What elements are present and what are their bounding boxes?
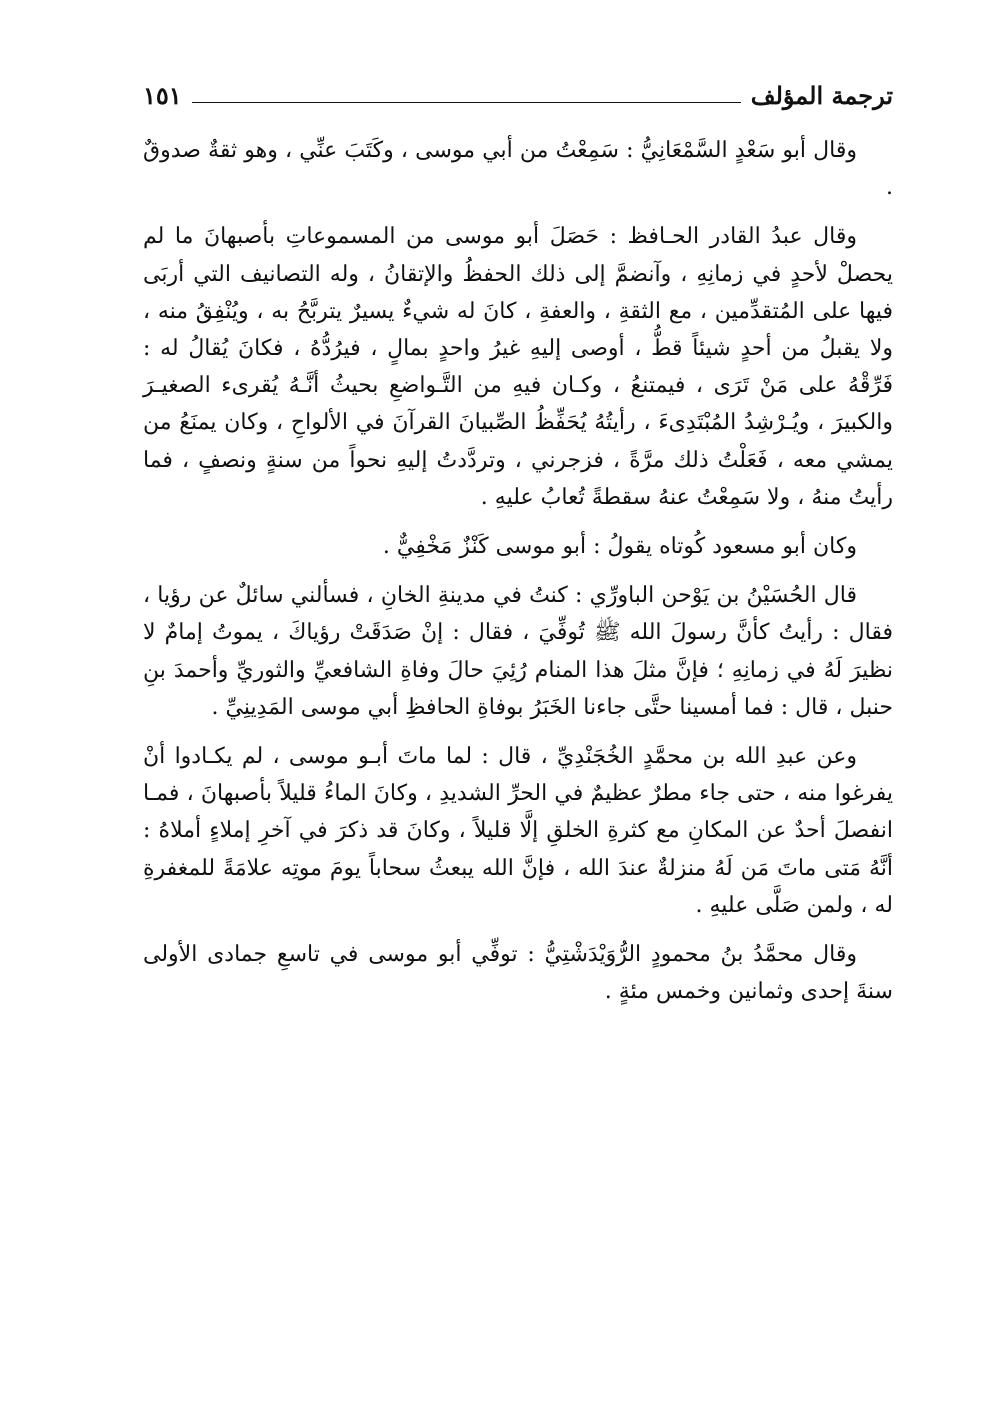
page-number: ١٥١ [143,81,182,110]
paragraph-kutah: وكان أبو مسعود كُوتاه يقولُ : أبو موسى كَنْزٌ مَخْفِيٌّ . [382,534,857,560]
paragraph-dream: قال الحُسَيْنُ بن يَوْحن الباورِّي : كنتُ في مدينةِ الخانِ ، فسألني سائلٌ عن رؤيا ، فقال : رأيتُ كأنَّ رسولَ الله ﷺ تُوفِّيَ ، فقال : إنْ صَدَقَتْ رؤياكَ ، يموتُ إمامٌ لا نظيرَ لَهُ في زمانِهِ ؛ فإنَّ مثلَ هذا المنام رُئِيَ حالَ وفاةِ الشافعيِّ والثوريِّ وأحمدَ بنِ حنبل ، قال : فما أمسينا حتَّى جاءنا الخَبَرُ بوفاةِ الحافظِ أبي موسى المَدِينِيِّ . [143,583,893,720]
header-rule [192,102,741,103]
chapter-title: ترجمة المؤلف [750,81,893,110]
paragraph-abd-al-qadir: وقال عبدُ القادر الحـافظ : حَصَلَ أبو موسى من المسموعاتِ بأصبهانَ ما لم يحصلْ لأحدٍ في زمانِهِ ، وآنضمَّ إلى ذلك الحفظُ والإتقانُ ، وله التصانيف التي أربَى فيها على المُتقدِّمين ، مع الثقةِ ، والعفةِ ، كانَ له شيءٌ يسيرٌ يتربَّحُ به ، ويُنْفِقُ منه ، ولا يقبلُ من أحدٍ شيئاً قطُّ ، أوصى إليهِ غيرُ واحدٍ بمالٍ ، فيرُدُّهُ ، فكانَ يُقالُ له : فَرِّقْهُ على مَنْ تَرَى ، فيمتنعُ ، وكـان فيهِ من التَّـواضعِ بحيثُ أنَّـهُ يُقرىء الصغيـرَ والكبيرَ ، ويُـرْشِدُ المُبْتَدِىءَ ، رأيتُهُ يُحَفِّظُ الصِّبيانَ القرآنَ في الألواحِ ، وكان يمنَعُ من يمشي معه ، فَعَلْتُ ذلك مرَّةً ، فزجرني ، وتردَّدتُ إليهِ نحواً من سنةٍ ونصفٍ ، فما رأيتُ منهُ ، ولا سَمِعْتُ عنهُ سقطةً تُعابُ عليهِ . [143,224,893,510]
paragraph-khujandi: وعن عبدِ الله بن محمَّدٍ الخُجَنْدِيِّ ، قال : لما ماتَ أبـو موسى ، لم يكـادوا أنْ يفرغوا منه ، حتى جاء مطرٌ عظيمٌ في الحرِّ الشديدِ ، وكانَ الماءُ قليلاً بأصبهانَ ، فمـا انفصلَ أحدٌ عن المكانِ مع كثرةِ الخلقِ إلَّا قليلاً ، وكانَ قد ذكرَ في آخرِ إملاءٍ أملاهُ : أنَّهُ مَتى ماتَ مَن لَهُ منزلةٌ عندَ الله ، فإنَّ الله يبعثُ سحاباً يومَ موتِه علامَةً للمغفرةِ له ، ولمن صَلَّى عليهِ . [143,744,893,918]
paragraph-death-date: وقال محمَّدُ بنُ محمودٍ الرُّوَيْدَشْتِيُّ : توفِّي أبو موسى في تاسعِ جمادى الأولى سنةَ إحدى وثمانين وخمس مئةٍ . [143,942,893,1005]
paragraph-samaani: وقال أبو سَعْدٍ السَّمْعَانِيُّ : سَمِعْتُ من أبي موسى ، وكَتَبَ عنِّي ، وهو ثقةٌ صدوقٌ . [143,138,893,201]
running-header [143,72,893,112]
body-text [143,132,893,1022]
